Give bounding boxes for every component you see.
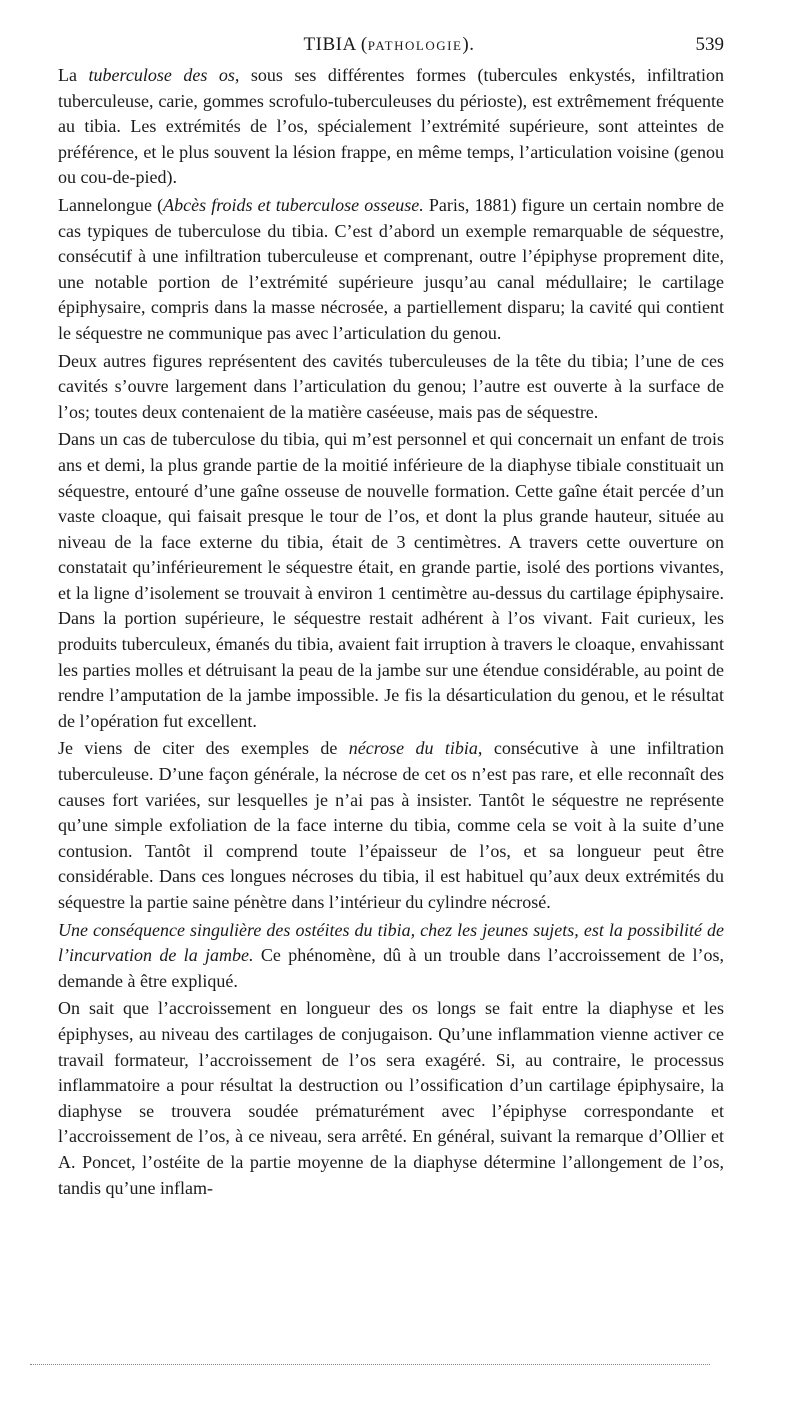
text-run: , sous ses différentes formes (tubercules enkystés, infiltration tuberculeuse, carie, gommes scrofulo-tuberculeuses du périoste), est extrêmement fréquente au tibia. Les extrémités de l’os, spécialement l’extrémité supérieure, sont atteintes de préférence, et le plus souvent la lésion frappe, en même temps, l’articulation voisine (genou ou cou-de-pied). <box>58 65 725 188</box>
running-head <box>58 34 724 58</box>
paragraph <box>58 193 724 347</box>
running-title-main: TIBIA ( <box>303 34 368 55</box>
text-run: La <box>58 65 89 85</box>
text-run: Lannelongue ( <box>58 194 164 215</box>
text-run: Ce phénomène, dû à un trouble dans l’accroissement de l’os, demande à être expliqué. <box>58 945 724 991</box>
text-run: , consécutive à une infiltration tuberculeuse. D’une façon générale, la nécrose de cet os n’est pas rare, et elle reconnaît des causes fort variées, sur lesquelles je n’ai pas à insister. Tantôt le séquestre ne représente qu’une simple exfoliation de la face interne du tibia, comme cela se voit à la suite d’une contusion. Tantôt il comprend toute l’épaisseur de l’os, et sa longueur peut être considérable. Dans ces longues nécroses du tibia, il est habituel qu’aux deux extrémités du séquestre la partie saine pénètre dans l’intérieur du cylindre nécrosé. <box>58 738 724 912</box>
italic-run: Abcès froids et tuberculose osseuse. <box>163 194 424 215</box>
paragraph <box>58 349 724 426</box>
paragraph <box>58 63 724 191</box>
page-number: 539 <box>695 34 724 55</box>
body-text <box>58 63 724 1203</box>
running-title <box>58 34 720 56</box>
italic-run: Une conséquence singulière des ostéites du tibia, chez les jeunes sujets, est la possibilité de l’incurvation de la jambe. <box>58 919 724 966</box>
text-run: Dans un cas de tuberculose du tibia, qui m’est personnel et qui concernait un enfant de trois ans et demi, la plus grande partie de la moitié inférieure de la diaphyse tibiale constituait un séquestre, entouré d’une gaîne osseuse de nouvelle formation. Cette gaîne était percée d’un vaste cloaque, qui faisait presque le tour de l’os, et dont la plus grande hauteur, située au niveau de la face externe du tibia, était de 3 centimètres. A travers cette ouverture on constatait qu’inférieurement le séquestre était, en grande partie, isolé des portions vivantes, et la ligne d’isolement se trouvait à environ 1 centimètre au-dessus du cartilage épiphysaire. Dans la portion supérieure, le séquestre restait adhérent à l’os vivant. Fait curieux, les produits tuberculeux, émanés du tibia, avaient fait irruption à travers le cloaque, envahissant les parties molles et détruisant la peau de la jambe sur une étendue considérable, au point de rendre l’amputation de la jambe impossible. Je fis la désarticulation du genou, et le résultat de l’opération fut excellent. <box>58 429 724 731</box>
footer-rule <box>30 1364 710 1365</box>
italic-run: tuberculose des os <box>88 65 235 85</box>
paragraph <box>58 918 724 995</box>
text-run: Je viens de citer des exemples de <box>58 738 349 759</box>
paragraph <box>58 736 724 915</box>
running-title-close: ). <box>462 34 475 55</box>
text-run: Paris, 1881) figure un certain nombre de cas typiques de tuberculose du tibia. C’est d’abord un exemple remarquable de séquestre, consécutif à une infiltration tuberculeuse et comprenant, outre l’épiphyse proprement dite, une notable portion de l’extrémité supérieure jusqu’au canal médullaire; le cartilage épiphysaire, compris dans la masse nécrosée, a partiellement disparu; la cavité qui contient le séquestre ne communique pas avec l’articulation du genou. <box>58 194 724 343</box>
paragraph <box>58 427 724 734</box>
paragraph <box>58 996 724 1201</box>
italic-run: nécrose du tibia <box>348 738 478 759</box>
running-title-subtitle: PATHOLOGIE <box>367 38 463 53</box>
text-run: Deux autres figures représentent des cavités tuberculeuses de la tête du tibia; l’une de ces cavités s’ouvre largement dans l’articulation du genou; l’autre est ouverte à la surface de l’os; toutes deux contenaient de la matière caséeuse, mais pas de séquestre. <box>58 350 724 422</box>
text-run: On sait que l’accroissement en longueur des os longs se fait entre la diaphyse et les épiphyses, au niveau des cartilages de conjugaison. Qu’une inflammation vienne activer ce travail formateur, l’accroissement de l’os sera exagéré. Si, au contraire, le processus inflammatoire a pour résultat la destruction ou l’ossification d’un cartilage épiphysaire, la diaphyse se trouvera soudée prématurément avec l’épiphyse correspondante et l’accroissement de l’os, à ce niveau, sera arrêté. En général, suivant la remarque d’Ollier et A. Poncet, l’ostéite de la partie moyenne de la diaphyse détermine l’allongement de l’os, tandis qu’une inflam- <box>58 998 724 1198</box>
